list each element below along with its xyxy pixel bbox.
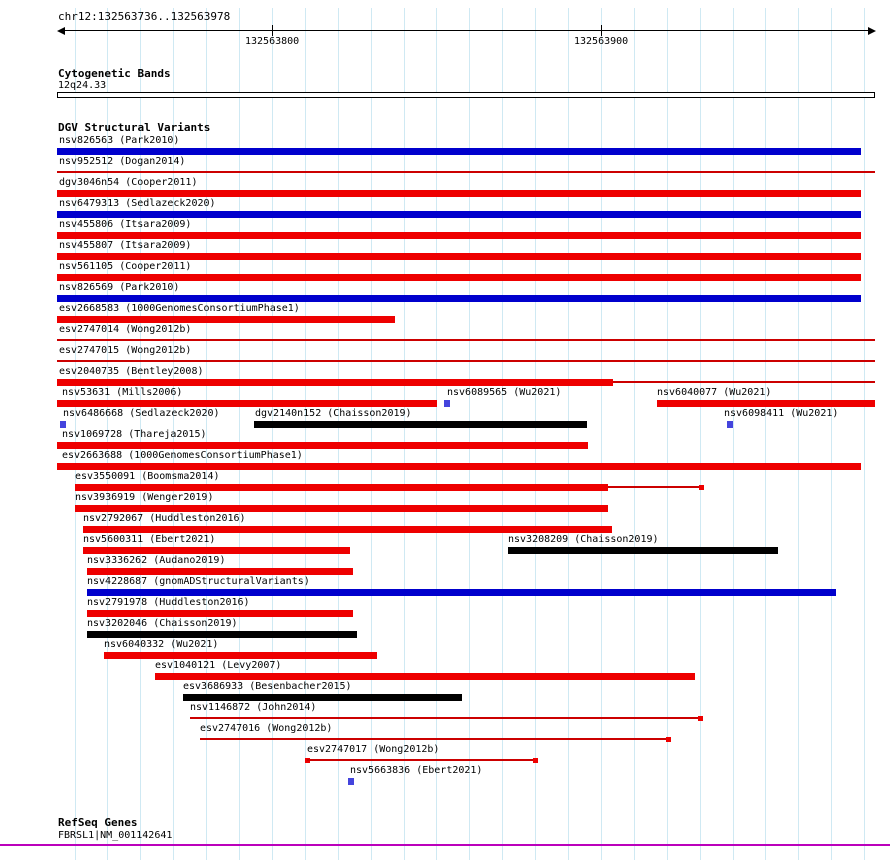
variant-glyph-box_black[interactable] [183, 694, 462, 701]
variant-label[interactable]: dgv2140n152 (Chaisson2019) [255, 408, 412, 419]
variant-glyph-box_red[interactable] [57, 379, 613, 386]
variant-label[interactable]: nsv5600311 (Ebert2021) [83, 534, 216, 545]
variant-label[interactable]: nsv3208209 (Chaisson2019) [508, 534, 659, 545]
variant-glyph-sq_blue[interactable] [727, 421, 733, 428]
grid-line [568, 8, 569, 860]
variant-glyph-line_red[interactable] [613, 381, 875, 383]
cytobands-section-title: Cytogenetic Bands [58, 67, 171, 80]
variant-label[interactable]: nsv826569 (Park2010) [59, 282, 180, 293]
variant-label[interactable]: nsv3202046 (Chaisson2019) [87, 618, 238, 629]
variant-label[interactable]: esv3686933 (Besenbacher2015) [183, 681, 352, 692]
variant-label[interactable]: nsv6040077 (Wu2021) [657, 387, 772, 398]
grid-line [436, 8, 437, 860]
variant-label[interactable]: nsv952512 (Dogan2014) [59, 156, 186, 167]
variant-label[interactable]: esv2040735 (Bentley2008) [59, 366, 204, 377]
variant-label[interactable]: nsv6040332 (Wu2021) [104, 639, 219, 650]
variant-glyph-box_red[interactable] [57, 442, 588, 449]
variant-glyph-box_red[interactable] [83, 547, 350, 554]
variant-glyph-sq_blue[interactable] [348, 778, 354, 785]
variant-label[interactable]: nsv2791978 (Huddleston2016) [87, 597, 250, 608]
grid-line [502, 8, 503, 860]
variant-label[interactable]: esv2747015 (Wong2012b) [59, 345, 192, 356]
ruler-line [64, 30, 868, 31]
grid-line [864, 8, 865, 860]
ruler-right-arrow-icon [868, 27, 876, 35]
grid-line [831, 8, 832, 860]
grid-line [700, 8, 701, 860]
variant-glyph-box_red[interactable] [155, 673, 695, 680]
variant-label[interactable]: nsv561105 (Cooper2011) [59, 261, 192, 272]
variant-glyph-box_blue[interactable] [57, 148, 861, 155]
variant-glyph-tick_red[interactable] [699, 485, 704, 490]
variant-label[interactable]: nsv826563 (Park2010) [59, 135, 180, 146]
variant-glyph-line_red[interactable] [57, 171, 875, 173]
grid-line [765, 8, 766, 860]
variant-label[interactable]: nsv4228687 (gnomADStructuralVariants) [87, 576, 310, 587]
refseq-gene-glyph[interactable] [0, 844, 890, 846]
variant-glyph-box_blue[interactable] [57, 295, 861, 302]
grid-line [798, 8, 799, 860]
variant-label[interactable]: dgv3046n54 (Cooper2011) [59, 177, 198, 188]
variant-glyph-box_blue[interactable] [87, 589, 836, 596]
grid-line [634, 8, 635, 860]
variant-label[interactable]: nsv1146872 (John2014) [190, 702, 317, 713]
variant-glyph-box_red[interactable] [87, 568, 353, 575]
ruler-tick-label: 132563900 [574, 36, 629, 47]
refseq-section-title: RefSeq Genes [58, 816, 138, 829]
ruler-tick-label: 132563800 [245, 36, 300, 47]
variant-label[interactable]: esv2668583 (1000GenomesConsortiumPhase1) [59, 303, 300, 314]
variant-glyph-box_black[interactable] [87, 631, 357, 638]
grid-line [371, 8, 372, 860]
refseq-gene-label[interactable]: FBRSL1|NM_001142641 [58, 830, 173, 841]
variant-glyph-sq_blue[interactable] [444, 400, 450, 407]
cytoband-label[interactable]: 12q24.33 [58, 80, 107, 91]
variant-glyph-sq_blue[interactable] [60, 421, 66, 428]
variant-glyph-line_red[interactable] [57, 360, 875, 362]
variant-glyph-box_red[interactable] [57, 253, 861, 260]
grid-line [601, 8, 602, 860]
variant-glyph-tick_red[interactable] [533, 758, 538, 763]
variant-glyph-box_red[interactable] [83, 526, 612, 533]
variant-glyph-box_red[interactable] [75, 484, 608, 491]
ruler-left-arrow-icon [57, 27, 65, 35]
variant-glyph-line_red[interactable] [608, 486, 701, 488]
variant-glyph-box_red[interactable] [87, 610, 353, 617]
variant-glyph-box_black[interactable] [254, 421, 587, 428]
variant-label[interactable]: nsv455806 (Itsara2009) [59, 219, 192, 230]
variant-label[interactable]: nsv3336262 (Audano2019) [87, 555, 226, 566]
variant-glyph-box_red[interactable] [57, 274, 861, 281]
variant-glyph-box_blue[interactable] [57, 211, 861, 218]
grid-line [404, 8, 405, 860]
variant-glyph-line_red[interactable] [57, 339, 875, 341]
variant-glyph-line_red[interactable] [200, 738, 668, 740]
region-title: chr12:132563736..132563978 [58, 10, 231, 23]
variant-glyph-box_red[interactable] [657, 400, 875, 407]
variant-label[interactable]: nsv1069728 (Thareja2015) [62, 429, 207, 440]
variant-label[interactable]: nsv6089565 (Wu2021) [447, 387, 562, 398]
variant-glyph-box_black[interactable] [508, 547, 778, 554]
variant-glyph-line_red[interactable] [307, 759, 535, 761]
cytoband-glyph[interactable] [57, 92, 875, 98]
variant-glyph-tick_red[interactable] [666, 737, 671, 742]
variant-glyph-box_red[interactable] [75, 505, 608, 512]
grid-line [535, 8, 536, 860]
variant-label[interactable]: esv2663688 (1000GenomesConsortiumPhase1) [62, 450, 303, 461]
grid-line [469, 8, 470, 860]
variant-label[interactable]: esv2747017 (Wong2012b) [307, 744, 440, 755]
variant-label[interactable]: esv2747016 (Wong2012b) [200, 723, 333, 734]
grid-line [667, 8, 668, 860]
variant-label[interactable]: nsv6486668 (Sedlazeck2020) [63, 408, 220, 419]
variant-glyph-box_red[interactable] [57, 190, 861, 197]
variant-label[interactable]: nsv5663836 (Ebert2021) [350, 765, 483, 776]
variant-glyph-box_red[interactable] [57, 400, 437, 407]
ruler-major-tick [601, 25, 602, 36]
variant-glyph-box_red[interactable] [57, 232, 861, 239]
variant-label[interactable]: nsv3936919 (Wenger2019) [75, 492, 214, 503]
variant-label[interactable]: nsv6479313 (Sedlazeck2020) [59, 198, 216, 209]
variant-glyph-box_red[interactable] [57, 463, 861, 470]
variant-label[interactable]: esv3550091 (Boomsma2014) [75, 471, 220, 482]
variant-label[interactable]: nsv455807 (Itsara2009) [59, 240, 192, 251]
grid-line [733, 8, 734, 860]
variant-glyph-box_red[interactable] [104, 652, 377, 659]
dgv-section-title: DGV Structural Variants [58, 121, 211, 134]
variant-label[interactable]: nsv2792067 (Huddleston2016) [83, 513, 246, 524]
ruler-major-tick [272, 25, 273, 36]
variant-label[interactable]: esv2747014 (Wong2012b) [59, 324, 192, 335]
variant-glyph-tick_red[interactable] [698, 716, 703, 721]
variant-glyph-line_red[interactable] [190, 717, 700, 719]
variant-label[interactable]: esv1040121 (Levy2007) [155, 660, 282, 671]
variant-label[interactable]: nsv6098411 (Wu2021) [724, 408, 839, 419]
variant-glyph-box_red[interactable] [57, 316, 395, 323]
grid-line [338, 8, 339, 860]
variant-label[interactable]: nsv53631 (Mills2006) [62, 387, 183, 398]
